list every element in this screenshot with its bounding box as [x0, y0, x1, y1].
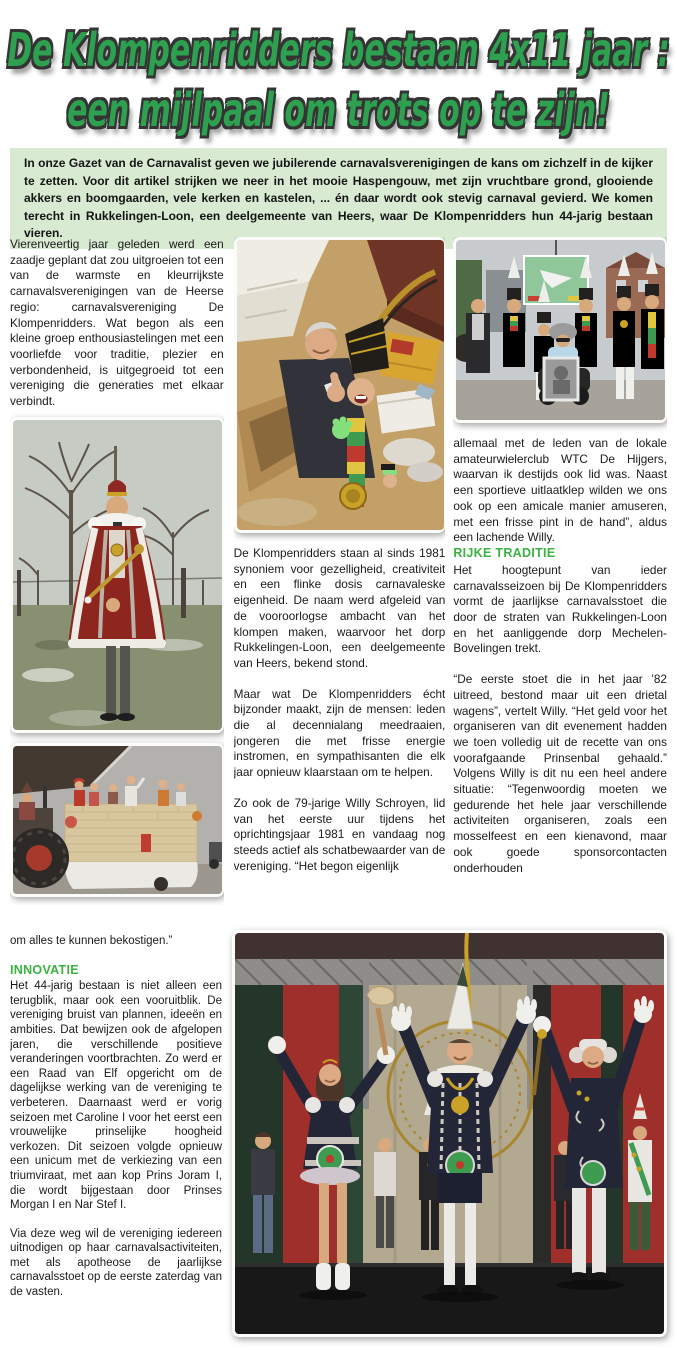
beer-crate	[380, 332, 441, 385]
photo-groepsfoto-stoet	[453, 237, 667, 423]
intro-text: In onze Gazet van de Carnavalist geven we jubilerende carnavalsverenigingen de kans om zichzelf in de kijker te zetten. Voor dit artikel strijken we neer in het mooie Haspengouw, met zijn vruchtbare grond, glooiende akkers en boomgaarden, vele kerken en kastelen, ... én daar wordt ook stevig carnaval gevierd. We komen terecht in Rukkelingen-Loon, een deelgemeente van Heers, waar De Klompenridders hun 44-jarig bestaan vieren.	[24, 156, 653, 241]
body-paragraph: Vierenveertig jaar geleden werd een zaadje geplant dat zou uitgroeien tot een van de warmste en kleurrijkste carnavalsverenigingen van de Heerse regio: carnavalsvereniging De Klompenridders. Wat begon als een kleine groep enthousiastelingen met een voorliefde voor traditie, plezier en verbondenheid, is uitgegroeid tot een vereniging die generaties met elkaar verbindt.	[10, 237, 224, 409]
body-paragraph: De Klompenridders staan al sinds 1981 synoniem voor gezelligheid, creativiteit en een flinke dosis carnavaleske eigenheid. De naam werd afgeleid van de vooroorlogse ambacht van het klompen maken, waarvoor het dorp Rukkelingen-Loon, een deelgemeente van Heers, bekend stond.	[233, 546, 446, 670]
body-paragraph: Het hoogtepunt van ieder carnavalsseizoen bij De Klompenridders vormt de jaarlijkse carnavalsstoet die door de straten van Rukkelingen-Loon en het aanliggende dorp Mechelen-Bovelingen trekt.	[453, 562, 667, 656]
column-right	[453, 237, 667, 905]
duo-photo-art	[237, 240, 444, 530]
body-paragraph: Via deze weg wil de vereniging iedereen uitnodigen op haar carnavalsactiviteiten, met als apotheose de jaarlijkse carnavalsstoet op de eerste zaterdag van de vasten.	[10, 1227, 222, 1299]
body-paragraph: “De eerste stoet die in het jaar ’82 uitreed, bestond maar uit een drietal wagens”, vertelt Willy. “Het geld voor het organiseren van dit evenement hadden we toen volledig uit de recette van ons voorafgaande Prinsenbal gehaald.” Volgens Willy is dit nu een heel andere situatie: “Tegenwoordig moeten we gedurende het hele jaar verschillende activiteiten organiseren, zoals een mosselfeest en een kienavond, maar ook goede sponsorcontacten onderhouden	[453, 672, 667, 875]
bottom-left-column	[10, 930, 222, 1346]
photo-duo-carnavalisten	[234, 237, 446, 533]
article-columns	[10, 237, 667, 905]
section-heading-innovatie: INNOVATIE	[10, 962, 79, 977]
prince-photo-art	[13, 420, 222, 730]
bottom-section	[10, 930, 667, 1346]
page-title-line-2: een mijlpaal om trots op te zijn!	[67, 84, 610, 139]
body-paragraph: allemaal met de leden van de lokale amateurwielerclub WTC De Hijgers, waarvan ik destijds ook lid was. Naast een sportieve uitlaatklep wilden we ons ook op een amicale manier amuseren, met een frisse pint in de hand”, aldus een lachende Willy.	[453, 436, 667, 545]
column-left	[10, 237, 224, 905]
column-middle	[234, 237, 446, 905]
intro-box	[10, 148, 667, 249]
body-paragraph: Zo ook de 79-jarige Willy Schroyen, lid van het eerste uur tijdens het oprichtingsjaar 1981 en vandaag nog steeds actief als schatbewaarder van de vereniging. “Het begon eigenlijk	[233, 795, 446, 873]
section-heading-rijke-traditie: RIJKE TRADITIE	[453, 545, 556, 560]
body-paragraph: Maar wat De Klompenridders écht bijzonder maakt, zijn de mensen: leden die al decennialang meedraaien, jongeren die met frisse energie instromen, en sympathisanten die elk jaar opnieuw klaarstaan om te helpen.	[233, 686, 446, 780]
float-photo-art	[13, 746, 222, 894]
photo-prins-archief	[10, 417, 224, 733]
photo-podium-triumviraat	[232, 930, 667, 1337]
stage-photo-art	[235, 933, 664, 1334]
body-paragraph: om alles te kunnen bekostigen.”	[10, 935, 173, 947]
page-title-line-1: De Klompenridders bestaan 4x11 jaar :	[7, 24, 670, 79]
body-paragraph: Het 44-jarig bestaan is niet alleen een terugblik, maar ook een vooruitblik. De vereniging bruist van plannen, ideeën en ambities. Dat bewijzen ook de afgelopen jaren, die verschillende positieve veranderingen voortbrachten. Zo werd er een Raad van Elf opgericht om de dagelijkse werking van de vereniging te verbeteren. Daarnaast werd er vorig seizoen met Caroline I voor het eerst een vrouwelijke prinselijke hoogheid verkozen. Dit seizoen volgde opnieuw een unicum met de verkiezing van een triumviraat, met aan kop Prins Joram I, die wordt bijgestaan door Prinses Morgan I en Nar Stef I.	[10, 980, 222, 1212]
float-wagon	[65, 804, 198, 891]
photo-praalwagen-archief	[10, 743, 224, 897]
group-photo-art	[456, 240, 665, 420]
